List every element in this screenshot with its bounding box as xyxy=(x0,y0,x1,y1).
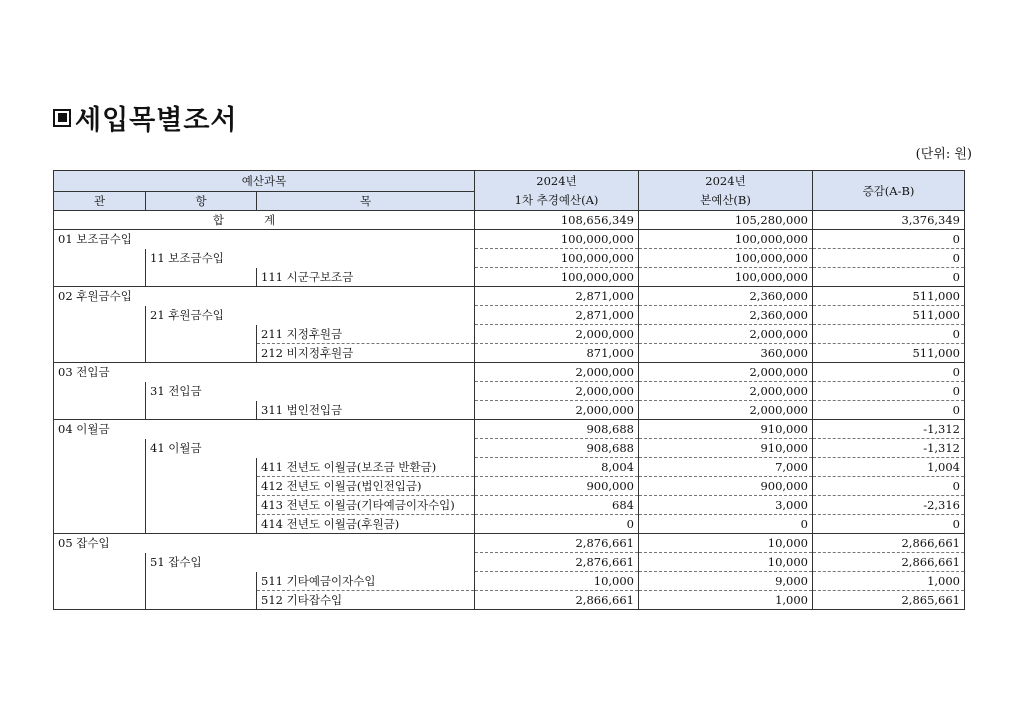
gwan-spacer xyxy=(54,553,146,572)
value-diff: 511,000 xyxy=(813,344,965,363)
total-label xyxy=(54,211,475,230)
table-row xyxy=(54,534,965,553)
value-a: 0 xyxy=(475,515,639,534)
value-a: 2,000,000 xyxy=(475,325,639,344)
hang-spacer xyxy=(146,591,257,610)
value-a: 908,688 xyxy=(475,439,639,458)
mok-label: 413 전년도 이월금(기타예금이자수입) xyxy=(257,496,475,515)
gwan-label: 02 후원금수입 xyxy=(54,287,475,306)
mok-label: 411 전년도 이월금(보조금 반환금) xyxy=(257,458,475,477)
table-row xyxy=(54,458,965,477)
gwan-spacer xyxy=(54,249,146,268)
mok-label: 111 시군구보조금 xyxy=(257,268,475,287)
gwan-spacer xyxy=(54,268,146,287)
value-a: 2,876,661 xyxy=(475,553,639,572)
table-row xyxy=(54,230,965,249)
gwan-spacer xyxy=(54,477,146,496)
value-b: 2,360,000 xyxy=(639,287,813,306)
value-a: 2,000,000 xyxy=(475,363,639,382)
gwan-label: 04 이월금 xyxy=(54,420,475,439)
gwan-spacer xyxy=(54,496,146,515)
total-row xyxy=(54,211,965,230)
header-col-diff: 증감(A-B) xyxy=(813,171,965,211)
gwan-spacer xyxy=(54,515,146,534)
hang-label: 41 이월금 xyxy=(146,439,475,458)
value-diff: 0 xyxy=(813,268,965,287)
hang-spacer xyxy=(146,268,257,287)
total-b: 105,280,000 xyxy=(639,211,813,230)
gwan-label: 05 잡수입 xyxy=(54,534,475,553)
hang-spacer xyxy=(146,401,257,420)
table-row xyxy=(54,344,965,363)
header-col-gwan: 관 xyxy=(54,192,146,211)
value-diff: 0 xyxy=(813,382,965,401)
mok-label: 211 지정후원금 xyxy=(257,325,475,344)
value-a: 2,866,661 xyxy=(475,591,639,610)
unit-label: (단위: 원) xyxy=(915,147,972,162)
gwan-spacer xyxy=(54,325,146,344)
hang-spacer xyxy=(146,496,257,515)
table-row xyxy=(54,591,965,610)
value-diff: 0 xyxy=(813,249,965,268)
table-row xyxy=(54,439,965,458)
total-label-a: 합 xyxy=(212,213,264,227)
header-col-b xyxy=(639,171,813,211)
header-col-a-year: 2024년 xyxy=(536,173,577,188)
gwan-spacer xyxy=(54,572,146,591)
total-diff: 3,376,349 xyxy=(813,211,965,230)
header-col-a-name: 1차 추경예산(A) xyxy=(514,192,599,207)
value-a: 2,876,661 xyxy=(475,534,639,553)
gwan-spacer xyxy=(54,591,146,610)
table-row xyxy=(54,249,965,268)
value-a: 908,688 xyxy=(475,420,639,439)
table-row xyxy=(54,382,965,401)
value-diff: 0 xyxy=(813,325,965,344)
mok-label: 311 법인전입금 xyxy=(257,401,475,420)
value-a: 2,871,000 xyxy=(475,306,639,325)
header-col-hang: 항 xyxy=(146,192,257,211)
hang-spacer xyxy=(146,325,257,344)
value-b: 3,000 xyxy=(639,496,813,515)
hang-spacer xyxy=(146,572,257,591)
value-b: 10,000 xyxy=(639,534,813,553)
revenue-table xyxy=(53,170,965,610)
value-diff: 2,865,661 xyxy=(813,591,965,610)
value-diff: -1,312 xyxy=(813,420,965,439)
table-row xyxy=(54,515,965,534)
table-row xyxy=(54,477,965,496)
value-a: 684 xyxy=(475,496,639,515)
header-budget-subject: 예산과목 xyxy=(54,171,475,192)
value-diff: 2,866,661 xyxy=(813,534,965,553)
hang-spacer xyxy=(146,477,257,496)
hang-spacer xyxy=(146,344,257,363)
table-row xyxy=(54,420,965,439)
value-b: 900,000 xyxy=(639,477,813,496)
page-title xyxy=(53,98,238,137)
table-row xyxy=(54,306,965,325)
header-col-mok: 목 xyxy=(257,192,475,211)
value-diff: 1,004 xyxy=(813,458,965,477)
gwan-spacer xyxy=(54,439,146,458)
hang-spacer xyxy=(146,458,257,477)
table-row xyxy=(54,401,965,420)
value-b: 2,000,000 xyxy=(639,325,813,344)
value-b: 360,000 xyxy=(639,344,813,363)
gwan-label: 01 보조금수입 xyxy=(54,230,475,249)
mok-label: 511 기타예금이자수입 xyxy=(257,572,475,591)
value-diff: -2,316 xyxy=(813,496,965,515)
value-diff: 0 xyxy=(813,230,965,249)
value-diff: 1,000 xyxy=(813,572,965,591)
mok-label: 512 기타잡수입 xyxy=(257,591,475,610)
table-row xyxy=(54,325,965,344)
value-b: 0 xyxy=(639,515,813,534)
value-a: 871,000 xyxy=(475,344,639,363)
value-a: 2,000,000 xyxy=(475,401,639,420)
header-col-a xyxy=(475,171,639,211)
value-diff: 0 xyxy=(813,401,965,420)
title-text: 세입목별조서 xyxy=(75,105,238,136)
hang-spacer xyxy=(146,515,257,534)
value-b: 100,000,000 xyxy=(639,268,813,287)
gwan-spacer xyxy=(54,382,146,401)
value-a: 100,000,000 xyxy=(475,268,639,287)
mok-label: 414 전년도 이월금(후원금) xyxy=(257,515,475,534)
value-a: 100,000,000 xyxy=(475,230,639,249)
value-diff: 511,000 xyxy=(813,306,965,325)
value-b: 1,000 xyxy=(639,591,813,610)
value-b: 2,000,000 xyxy=(639,382,813,401)
value-b: 910,000 xyxy=(639,420,813,439)
header-col-b-name: 본예산(B) xyxy=(700,192,751,207)
value-a: 2,000,000 xyxy=(475,382,639,401)
gwan-spacer xyxy=(54,306,146,325)
table-row xyxy=(54,553,965,572)
gwan-spacer xyxy=(54,344,146,363)
hang-label: 51 잡수입 xyxy=(146,553,475,572)
table-row xyxy=(54,572,965,591)
value-diff: 0 xyxy=(813,477,965,496)
value-b: 100,000,000 xyxy=(639,249,813,268)
value-b: 9,000 xyxy=(639,572,813,591)
table-row xyxy=(54,268,965,287)
value-diff: 511,000 xyxy=(813,287,965,306)
value-a: 100,000,000 xyxy=(475,249,639,268)
value-diff: 2,866,661 xyxy=(813,553,965,572)
value-b: 2,000,000 xyxy=(639,363,813,382)
table-row xyxy=(54,496,965,515)
value-b: 910,000 xyxy=(639,439,813,458)
value-b: 7,000 xyxy=(639,458,813,477)
hang-label: 21 후원금수입 xyxy=(146,306,475,325)
mok-label: 212 비지정후원금 xyxy=(257,344,475,363)
value-a: 8,004 xyxy=(475,458,639,477)
header-col-b-year: 2024년 xyxy=(705,173,746,188)
value-b: 100,000,000 xyxy=(639,230,813,249)
value-b: 2,000,000 xyxy=(639,401,813,420)
filled-square-icon xyxy=(53,109,71,127)
value-a: 900,000 xyxy=(475,477,639,496)
value-a: 2,871,000 xyxy=(475,287,639,306)
hang-label: 11 보조금수입 xyxy=(146,249,475,268)
table-row xyxy=(54,287,965,306)
value-diff: 0 xyxy=(813,515,965,534)
gwan-spacer xyxy=(54,401,146,420)
gwan-spacer xyxy=(54,458,146,477)
total-label-b: 계 xyxy=(264,213,316,227)
hang-label: 31 전입금 xyxy=(146,382,475,401)
table-row xyxy=(54,363,965,382)
value-diff: -1,312 xyxy=(813,439,965,458)
mok-label: 412 전년도 이월금(법인전입금) xyxy=(257,477,475,496)
gwan-label: 03 전입금 xyxy=(54,363,475,382)
value-a: 10,000 xyxy=(475,572,639,591)
total-a: 108,656,349 xyxy=(475,211,639,230)
value-diff: 0 xyxy=(813,363,965,382)
value-b: 10,000 xyxy=(639,553,813,572)
value-b: 2,360,000 xyxy=(639,306,813,325)
